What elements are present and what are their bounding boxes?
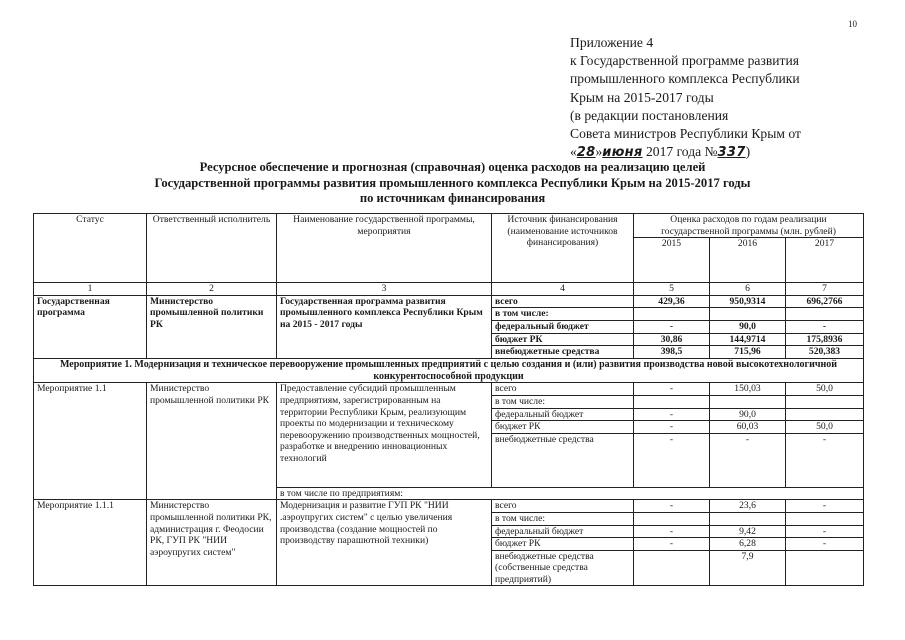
value-2015: - [634, 383, 710, 396]
source-cell: бюджет РК [492, 333, 634, 346]
annex-line-1: Приложение 4 [570, 35, 654, 50]
value-2015: - [634, 525, 710, 538]
source-cell: всего [492, 295, 634, 308]
value-2017: - [786, 525, 864, 538]
header-row [34, 214, 864, 238]
source-cell: внебюджетные средства [492, 346, 634, 359]
value-2017 [786, 395, 864, 408]
source-cell: бюджет РК [492, 421, 634, 434]
value-2015: - [634, 320, 710, 333]
col-number: 4 [492, 283, 634, 296]
value-2015 [634, 308, 710, 321]
title-line-1: Ресурсное обеспечение и прогнозная (справочная) оценка расходов на реализацию целей [199, 160, 706, 174]
measure-1-1-1-status: Мероприятие 1.1.1 [34, 500, 147, 586]
header-estimate: Оценка расходов по годам реализации государственной программы (млн. рублей) [634, 214, 864, 238]
column-number-row [34, 283, 864, 296]
col-number: 2 [147, 283, 277, 296]
handwritten-day: 28 [576, 145, 596, 161]
value-2017: 696,2766 [786, 295, 864, 308]
source-cell: в том числе: [492, 395, 634, 408]
col-number: 5 [634, 283, 710, 296]
source-cell: в том числе: [492, 308, 634, 321]
value-2016: 60,03 [710, 421, 786, 434]
measure-1-1-executor: Министерство промышленной политики РК [147, 383, 277, 500]
source-cell: федеральный бюджет [492, 525, 634, 538]
source-cell: всего [492, 383, 634, 396]
handwritten-month: июня [602, 145, 643, 161]
value-2017 [786, 550, 864, 586]
section-row [34, 358, 864, 383]
source-cell: внебюджетные средства [492, 433, 634, 487]
date-open-quote: « [570, 144, 577, 160]
value-2016 [710, 395, 786, 408]
header-year-2016: 2016 [710, 238, 786, 283]
source-cell: всего [492, 500, 634, 513]
value-2017: - [786, 320, 864, 333]
value-2017: 50,0 [786, 421, 864, 434]
value-2017: 50,0 [786, 383, 864, 396]
value-2015 [634, 512, 710, 525]
date-year-text: 2017 года № [645, 144, 718, 160]
value-2015: - [634, 421, 710, 434]
value-2015: - [634, 538, 710, 551]
source-cell: федеральный бюджет [492, 408, 634, 421]
header-name: Наименование государственной программы, мероприятия [277, 214, 492, 283]
value-2015 [634, 550, 710, 586]
measure-1-1-name: Предоставление субсидий промышленным предприятиям, зарегистрированным на территории Республики Крым, реализующим проекты по модернизации и техническому перевооружению производственных мощностей, разработке и внедрению инновационных технологий [277, 383, 492, 487]
title-line-2: Государственной программы развития промышленного комплекса Республики Крым на 2015-2017 годы [154, 175, 751, 190]
header-year-2017: 2017 [786, 238, 864, 283]
value-2016: - [710, 433, 786, 487]
header-executor: Ответственный исполнитель [147, 214, 277, 283]
annex-header [570, 34, 870, 162]
source-cell: федеральный бюджет [492, 320, 634, 333]
value-2017: 175,8936 [786, 333, 864, 346]
col-number: 1 [34, 283, 147, 296]
header-year-2015: 2015 [634, 238, 710, 283]
value-2017: - [786, 433, 864, 487]
source-cell: в том числе: [492, 512, 634, 525]
value-2017 [786, 408, 864, 421]
value-2016 [710, 308, 786, 321]
source-cell: бюджет РК [492, 538, 634, 551]
value-2017 [786, 308, 864, 321]
source-cell: внебюджетные средства (собственные средства предприятий) [492, 550, 634, 586]
annex-line-2: к Государственной программе развития [570, 53, 799, 69]
value-2016: 6,28 [710, 538, 786, 551]
value-2015: 30,86 [634, 333, 710, 346]
value-2017: 520,383 [786, 346, 864, 359]
program-executor: Министерство промышленной политики РК [147, 295, 277, 358]
measure-1-1-1-row [34, 500, 864, 513]
annex-line-3: промышленного комплекса Республики [570, 71, 800, 87]
col-number: 7 [786, 283, 864, 296]
value-2016: 950,9314 [710, 295, 786, 308]
page-number: 10 [848, 19, 857, 29]
annex-date-line: «28»июня 2017 года №337) [570, 144, 751, 161]
document-title [40, 160, 865, 207]
program-name: Государственная программа развития промышленного комплекса Республики Крым на 2015 - 2017 годы [277, 295, 492, 358]
value-2016: 150,03 [710, 383, 786, 396]
value-2016: 715,96 [710, 346, 786, 359]
annex-line-4: Крым на 2015-2017 годы [570, 89, 714, 105]
value-2017: - [786, 538, 864, 551]
value-2015 [634, 395, 710, 408]
value-2016: 144,9714 [710, 333, 786, 346]
title-line-3: по источникам финансирования [359, 191, 546, 205]
header-source: Источник финансирования (наименование источников финансирования) [492, 214, 634, 283]
measure-1-1-status: Мероприятие 1.1 [34, 383, 147, 500]
value-2015: 398,5 [634, 346, 710, 359]
value-2015: - [634, 433, 710, 487]
annex-line-6: Совета министров Республики Крым от [570, 126, 801, 142]
measure-1-1-1-name: Модернизация и развитие ГУП РК "НИИ .аэроупругих систем" с целью увеличения производства (создание мощностей по производству парашютной техники) [277, 500, 492, 586]
section-heading-measure-1: Мероприятие 1. Модернизация и техническое перевооружение промышленных предприятий с целью создания и (или) развития производства новой высокотехнологичной конкурентоспособной продукции [34, 358, 864, 383]
program-row [34, 295, 864, 308]
value-2016: 7,9 [710, 550, 786, 586]
header-status: Статус [34, 214, 147, 283]
funding-table [33, 213, 864, 586]
value-2016: 23,6 [710, 500, 786, 513]
program-status: Государственная программа [34, 295, 147, 358]
value-2015: - [634, 500, 710, 513]
value-2015: 429,36 [634, 295, 710, 308]
handwritten-decree-number: 337 [717, 145, 746, 161]
annex-line-5: (в редакции постановления [570, 107, 729, 123]
col-number: 6 [710, 283, 786, 296]
col-number: 3 [277, 283, 492, 296]
value-2016 [710, 512, 786, 525]
value-2016: 90,0 [710, 320, 786, 333]
value-2016: 9,42 [710, 525, 786, 538]
measure-1-1-row [34, 383, 864, 396]
value-2017: - [786, 500, 864, 513]
by-enterprise-label: в том числе по предприятиям: [277, 487, 864, 500]
value-2017 [786, 512, 864, 525]
date-close-quote: » [595, 144, 603, 160]
value-2015: - [634, 408, 710, 421]
measure-1-1-1-executor: Министерство промышленной политики РК, администрация г. Феодосии РК, ГУП РК "НИИ аэроупругих систем" [147, 500, 277, 586]
value-2016: 90,0 [710, 408, 786, 421]
